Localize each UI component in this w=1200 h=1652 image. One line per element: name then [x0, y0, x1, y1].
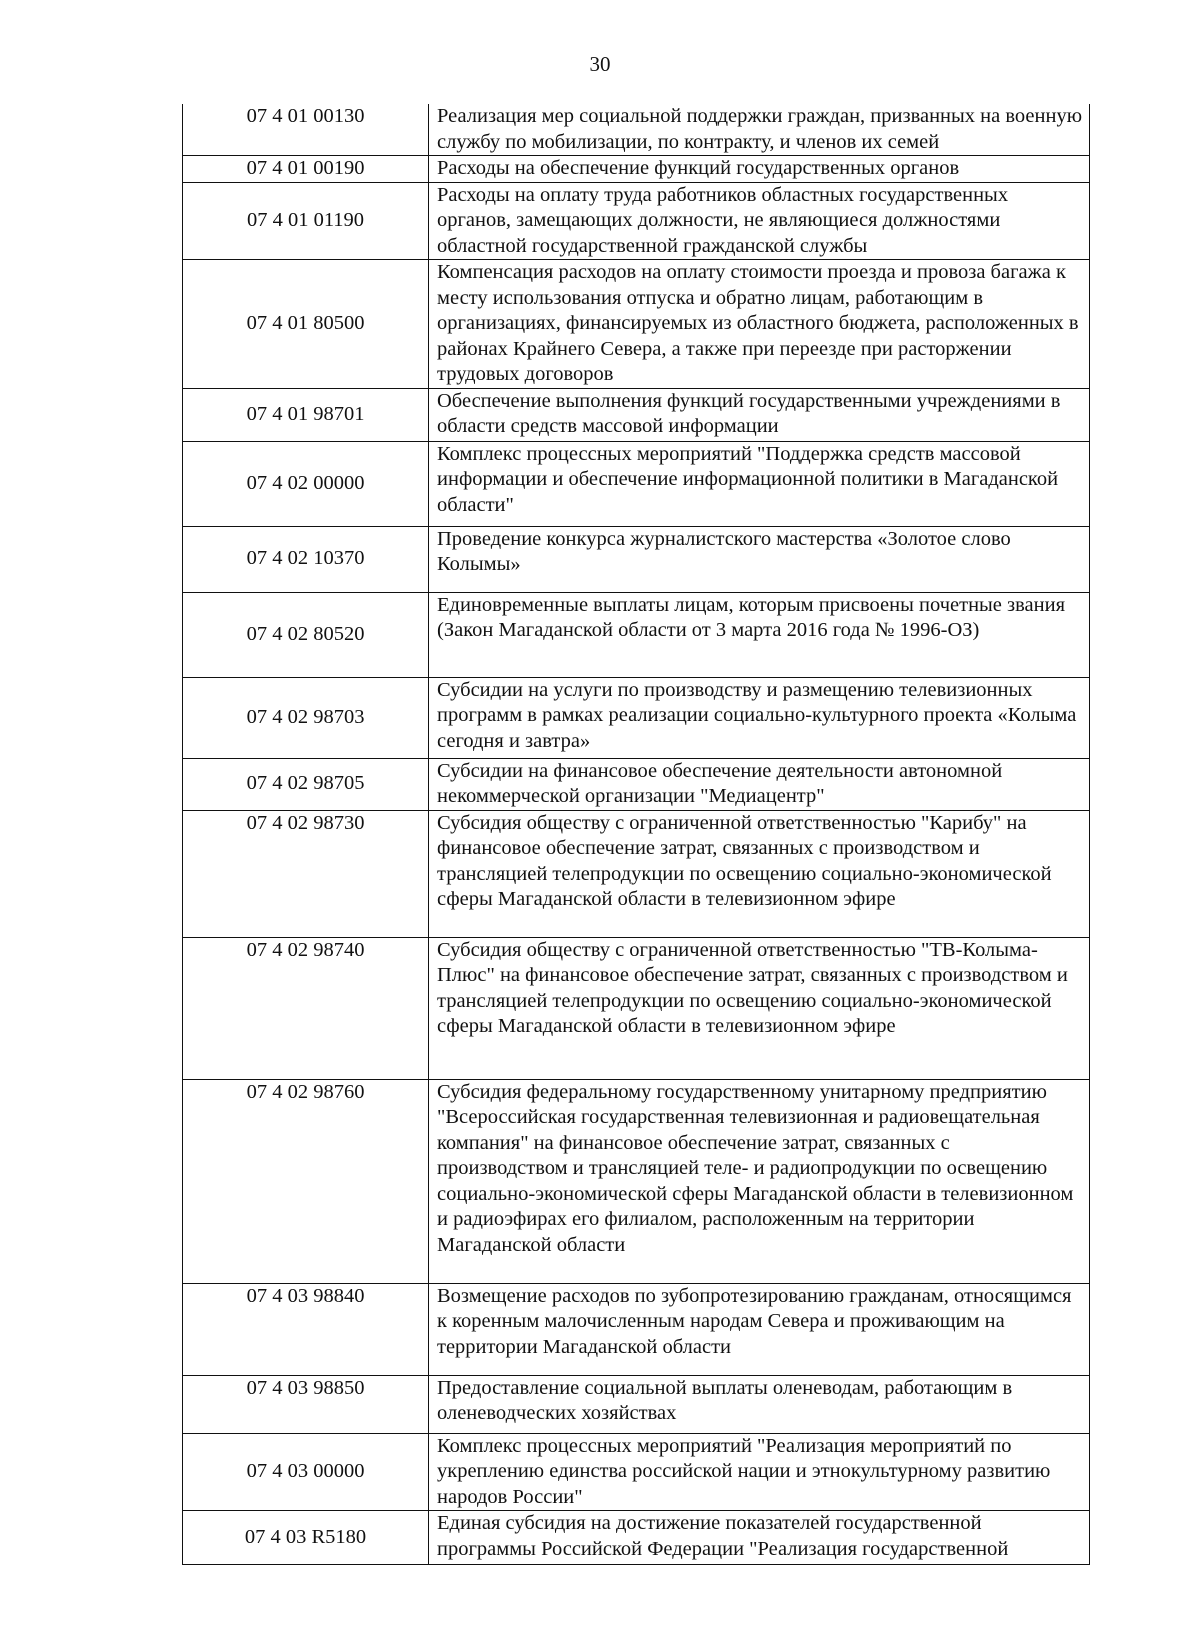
- row-code: 07 4 01 00130: [183, 104, 429, 156]
- table-row: [183, 1433, 1090, 1511]
- row-description: Единая субсидия на достижение показателей государственной программы Российской Федерации "Реализация государственной: [429, 1511, 1090, 1565]
- row-code: 07 4 01 98701: [183, 388, 429, 441]
- row-code: 07 4 02 10370: [183, 526, 429, 592]
- row-description: Субсидия федеральному государственному унитарному предприятию "Всероссийская государственная телевизионная и радиовещательная компания" на финансовое обеспечение затрат, связанных с производством и трансляцией теле- и радиопродукции по освещению социально-экономической сферы Магаданской области в телевизионном и радиоэфирах его филиалом, расположенным на территории Магаданской области: [429, 1079, 1090, 1283]
- row-description: Расходы на оплату труда работников областных государственных органов, замещающих должности, не являющиеся должностями областной государственной гражданской службы: [429, 182, 1090, 260]
- row-description: Компенсация расходов на оплату стоимости проезда и провоза багажа к месту использования отпуска и обратно лицам, работающим в организациях, финансируемых из областного бюджета, расположенных в районах Крайнего Севера, а также при переезде при расторжении трудовых договоров: [429, 260, 1090, 389]
- table-row: [183, 937, 1090, 1079]
- row-description: Обеспечение выполнения функций государственными учреждениями в области средств массовой информации: [429, 388, 1090, 441]
- row-code: 07 4 02 98740: [183, 937, 429, 1079]
- row-description: Субсидии на услуги по производству и размещению телевизионных программ в рамках реализации социально-культурного проекта «Колыма сегодня и завтра»: [429, 677, 1090, 758]
- row-description: Комплекс процессных мероприятий "Поддержка средств массовой информации и обеспечение информационной политики в Магаданской области": [429, 441, 1090, 526]
- table-row: [183, 677, 1090, 758]
- table-row: [183, 156, 1090, 183]
- row-code: 07 4 02 98760: [183, 1079, 429, 1283]
- row-code: 07 4 03 R5180: [183, 1511, 429, 1565]
- row-code: 07 4 01 80500: [183, 260, 429, 389]
- row-code: 07 4 02 98705: [183, 758, 429, 810]
- row-description: Проведение конкурса журналистского мастерства «Золотое слово Колымы»: [429, 526, 1090, 592]
- table-row: [183, 260, 1090, 389]
- row-code: 07 4 02 98703: [183, 677, 429, 758]
- table-row: [183, 1079, 1090, 1283]
- row-code: 07 4 02 98730: [183, 810, 429, 937]
- row-description: Субсидия обществу с ограниченной ответственностью "ТВ-Колыма-Плюс" на финансовое обеспечение затрат, связанных с производством и трансляцией телепродукции по освещению социально-экономической сферы Магаданской области в телевизионном эфире: [429, 937, 1090, 1079]
- row-description: Возмещение расходов по зубопротезированию гражданам, относящимся к коренным малочисленным народам Севера и проживающим на территории Магаданской области: [429, 1283, 1090, 1375]
- row-description: Комплекс процессных мероприятий "Реализация мероприятий по укреплению единства российской нации и этнокультурному развитию народов России": [429, 1433, 1090, 1511]
- table-row: [183, 441, 1090, 526]
- table-row: [183, 104, 1090, 156]
- row-code: 07 4 03 00000: [183, 1433, 429, 1511]
- row-code: 07 4 02 80520: [183, 592, 429, 677]
- row-description: Субсидии на финансовое обеспечение деятельности автономной некоммерческой организации "Медиацентр": [429, 758, 1090, 810]
- page-number: 30: [589, 52, 611, 76]
- row-description: Реализация мер социальной поддержки граждан, призванных на военную службу по мобилизации, по контракту, и членов их семей: [429, 104, 1090, 156]
- row-description: Субсидия обществу с ограниченной ответственностью "Карибу" на финансовое обеспечение затрат, связанных с производством и трансляцией телепродукции по освещению социально-экономической сферы Магаданской области в телевизионном эфире: [429, 810, 1090, 937]
- row-code: 07 4 01 01190: [183, 182, 429, 260]
- row-description: Расходы на обеспечение функций государственных органов: [429, 156, 1090, 183]
- table-row: [183, 810, 1090, 937]
- table-row: [183, 388, 1090, 441]
- table-row: [183, 758, 1090, 810]
- table-row: [183, 182, 1090, 260]
- table-row: [183, 592, 1090, 677]
- row-description: Предоставление социальной выплаты оленеводам, работающим в оленеводческих хозяйствах: [429, 1375, 1090, 1433]
- table-row: [183, 526, 1090, 592]
- table-row: [183, 1511, 1090, 1565]
- row-code: 07 4 01 00190: [183, 156, 429, 183]
- row-code: 07 4 03 98840: [183, 1283, 429, 1375]
- row-code: 07 4 03 98850: [183, 1375, 429, 1433]
- budget-classification-table: [182, 104, 1090, 1565]
- row-code: 07 4 02 00000: [183, 441, 429, 526]
- table-row: [183, 1375, 1090, 1433]
- table-row: [183, 1283, 1090, 1375]
- row-description: Единовременные выплаты лицам, которым присвоены почетные звания (Закон Магаданской области от 3 марта 2016 года № 1996-ОЗ): [429, 592, 1090, 677]
